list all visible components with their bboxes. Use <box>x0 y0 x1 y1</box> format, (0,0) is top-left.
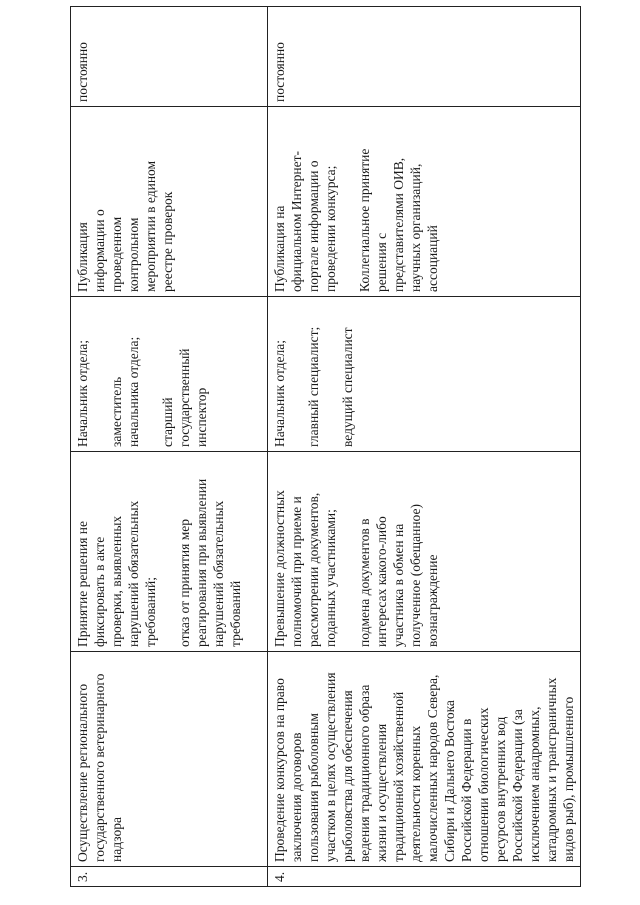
function-line: Осуществление регионального <box>75 683 90 862</box>
measures-cell <box>71 107 268 297</box>
function-line: пользования рыболовным <box>306 713 321 862</box>
function-line: Проведение конкурсов на право <box>272 678 287 862</box>
function-line: жизни и осуществления <box>374 723 389 862</box>
position-line: Начальник отдела; <box>75 339 90 447</box>
position-line: старший <box>160 397 175 447</box>
position-line: инспектор <box>194 387 209 447</box>
risk-line: нарушений обязательных <box>211 500 226 647</box>
measure-line: Публикация <box>75 222 90 292</box>
function-line: участком в целях осуществления <box>323 672 338 862</box>
function-line: рыболовства для обеспечения <box>340 690 355 862</box>
measures-cell <box>268 107 581 297</box>
measure-line: Коллегиальное принятие <box>357 148 372 292</box>
risk-line: интересах какого-либо <box>374 516 389 647</box>
risk-line: поданных участниками; <box>323 509 338 647</box>
risk-line: нарушений обязательных <box>126 500 141 647</box>
function-line: Российской Федерации (за <box>510 709 525 862</box>
function-line: катадромных и трансграничных <box>544 677 559 862</box>
function-line: отношении биологических <box>476 707 491 862</box>
risk-line: отказ от принятия мер <box>177 519 192 647</box>
term-cell: постоянно <box>268 7 581 107</box>
risk-line: проверки, выявленных <box>109 515 124 647</box>
function-line: Сибири и Дальнего Востока <box>442 700 457 862</box>
risk-line: требований; <box>143 576 158 647</box>
function-line: заключения договоров <box>289 732 304 862</box>
table-row <box>268 7 581 887</box>
measure-line: мероприятии в едином <box>143 160 158 292</box>
risk-line: Превышение должностных <box>272 490 287 647</box>
function-line: малочисленных народов Севера, <box>425 674 440 862</box>
measure-line: портале информации о <box>306 160 321 292</box>
risk-line: рассмотрении документов, <box>306 492 321 647</box>
position-line: заместитель <box>109 376 124 447</box>
measure-line: проведенном <box>109 216 124 292</box>
measure-line: научных организаций, <box>408 163 423 292</box>
position-line: главный специалист; <box>306 326 321 447</box>
position-line: Начальник отдела; <box>272 339 287 447</box>
measure-line: проведении конкурса; <box>323 165 338 292</box>
positions-cell <box>71 297 268 452</box>
paragraph-gap <box>322 301 339 447</box>
risk-line: участника в обмен на <box>391 523 406 647</box>
paragraph-gap <box>91 301 108 447</box>
measure-line: контрольном <box>126 217 141 292</box>
corruption-risk-table <box>70 6 581 887</box>
function-line: ресурсов внутренних вод <box>493 716 508 862</box>
function-cell <box>71 652 268 867</box>
function-line: надзора <box>109 817 124 862</box>
term-cell: постоянно <box>71 7 268 107</box>
measure-line: ассоциаций <box>425 225 440 292</box>
risk-line: требований <box>228 580 243 647</box>
paragraph-gap <box>339 111 356 292</box>
measure-line: решения с <box>374 232 389 292</box>
table-row <box>71 7 268 887</box>
risk-cell <box>71 452 268 652</box>
measure-line: официальном Интернет- <box>289 150 304 292</box>
function-line: Российской Федерации в <box>459 718 474 862</box>
function-line: деятельности коренных <box>408 725 423 862</box>
risk-line: полномочий при приеме и <box>289 496 304 647</box>
position-line: государственный <box>177 348 192 447</box>
risk-line: фиксировать в акте <box>92 536 107 647</box>
measure-line: реестре проверок <box>160 191 175 292</box>
paragraph-gap <box>142 301 159 447</box>
row-number-cell: 3. <box>71 867 268 887</box>
positions-cell <box>268 297 581 452</box>
risk-line: вознаграждение <box>425 554 440 647</box>
paragraph-gap <box>339 456 356 647</box>
risk-line: подмена документов в <box>357 518 372 647</box>
function-line: традиционной хозяйственной <box>391 691 406 862</box>
measure-line: информации о <box>92 209 107 292</box>
row-number-cell: 4. <box>268 867 581 887</box>
risk-line: Принятие решения не <box>75 520 90 647</box>
function-cell <box>268 652 581 867</box>
function-line: государственного ветеринарного <box>92 673 107 862</box>
risk-line: полученное (обещанное) <box>408 504 423 647</box>
paragraph-gap <box>159 456 176 647</box>
measure-line: представителями ОИВ, <box>391 157 406 292</box>
risk-cell <box>268 452 581 652</box>
function-line: ведения традиционного образа <box>357 684 372 862</box>
measure-line: Публикация на <box>272 205 287 292</box>
function-line: исключением анадромных, <box>527 706 542 862</box>
position-line: начальника отдела; <box>126 336 141 447</box>
position-line: ведущий специалист <box>340 327 355 447</box>
paragraph-gap <box>288 301 305 447</box>
function-line: видов рыб), промышленного <box>561 696 576 862</box>
risk-line: реагирования при выявлении <box>194 478 209 647</box>
